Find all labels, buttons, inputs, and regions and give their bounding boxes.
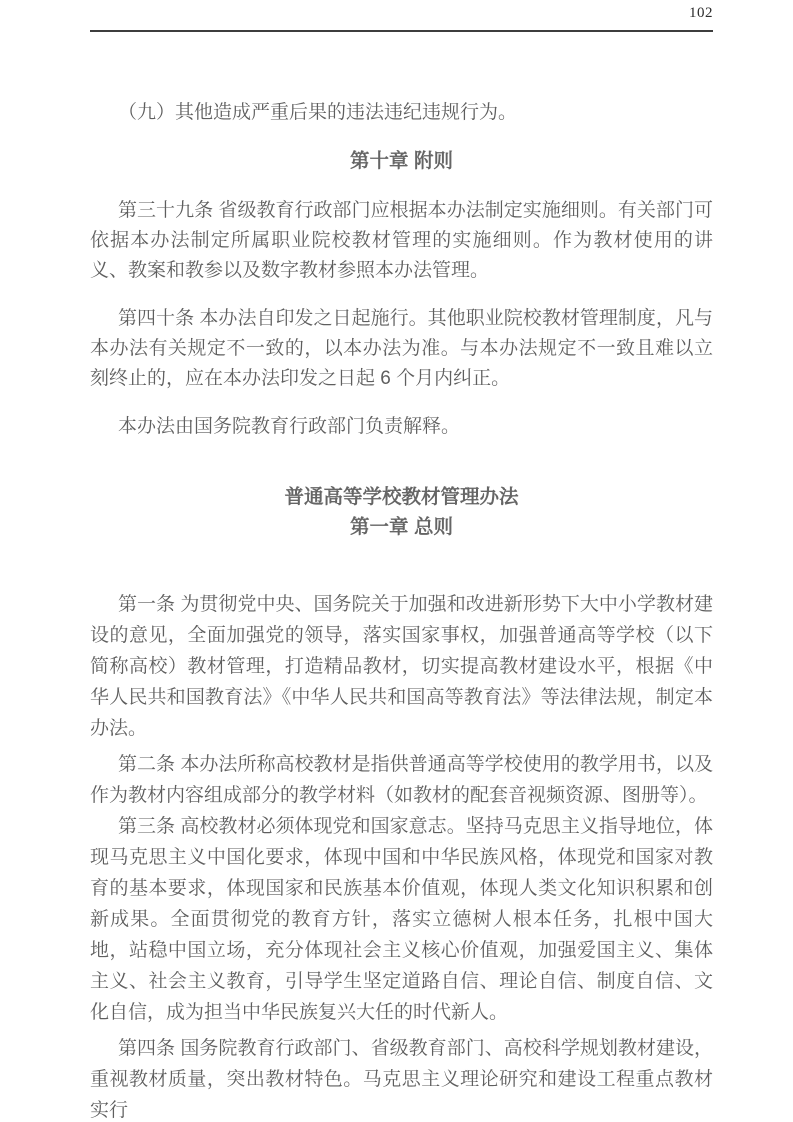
- paragraph-article-39: 第三十九条 省级教育行政部门应根据本办法制定实施细则。有关部门可依据本办法制定所属职业院校教材管理的实施细则。作为教材使用的讲义、教案和教参以及数字教材参照本办法管理。: [90, 200, 713, 281]
- paragraph-article-40: 第四十条 本办法自印发之日起施行。其他职业院校教材管理制度，凡与本办法有关规定不一致的，以本办法为准。与本办法规定不一致且难以立刻终止的，应在本办法印发之日起 6 个月内纠正。: [90, 308, 713, 389]
- paragraph-article-4: 第四条 国务院教育行政部门、省级教育部门、高校科学规划教材建设，重视教材质量，突出教材特色。马克思主义理论研究和建设工程重点教材实行: [90, 1038, 713, 1121]
- paragraph-article-3: 第三条 高校教材必须体现党和国家意志。坚持马克思主义指导地位，体现马克思主义中国化要求，体现中国和中华民族风格，体现党和国家对教育的基本要求，体现国家和民族基本价值观，体现人类文化知识积累和创新成果。全面贯彻党的教育方针，落实立德树人根本任务，扎根中国大地，站稳中国立场，充分体现社会主义核心价值观，加强爱国主义、集体主义、社会主义教育，引导学生坚定道路自信、理论自信、制度自信、文化自信，成为担当中华民族复兴大任的时代新人。: [90, 816, 713, 1023]
- chapter-heading-one: 第一章 总则: [350, 516, 453, 538]
- paragraph-article-1: 第一条 为贯彻党中央、国务院关于加强和改进新形势下大中小学教材建设的意见，全面加强党的领导，落实国家事权，加强普通高等学校（以下简称高校）教材管理，打造精品教材，切实提高教材建设水平，根据《中华人民共和国教育法》《中华人民共和国高等教育法》等法律法规，制定本办法。: [90, 594, 713, 739]
- paragraph-clause-nine: （九）其他造成严重后果的违法违纪违规行为。: [118, 102, 518, 123]
- header-rule: [90, 30, 713, 32]
- document-title: 普通高等学校教材管理办法: [284, 486, 519, 508]
- paragraph-article-2: 第二条 本办法所称高校教材是指供普通高等学校使用的教学用书，以及作为教材内容组成部分的教学材料（如教材的配套音视频资源、图册等）。: [90, 754, 713, 806]
- paragraph-interpretation: 本办法由国务院教育行政部门负责解释。: [118, 416, 461, 437]
- document-body: [0, 98, 793, 1122]
- page-number: 102: [689, 5, 713, 21]
- chapter-heading-ten: 第十章 附则: [350, 150, 453, 172]
- page-header: [0, 0, 793, 22]
